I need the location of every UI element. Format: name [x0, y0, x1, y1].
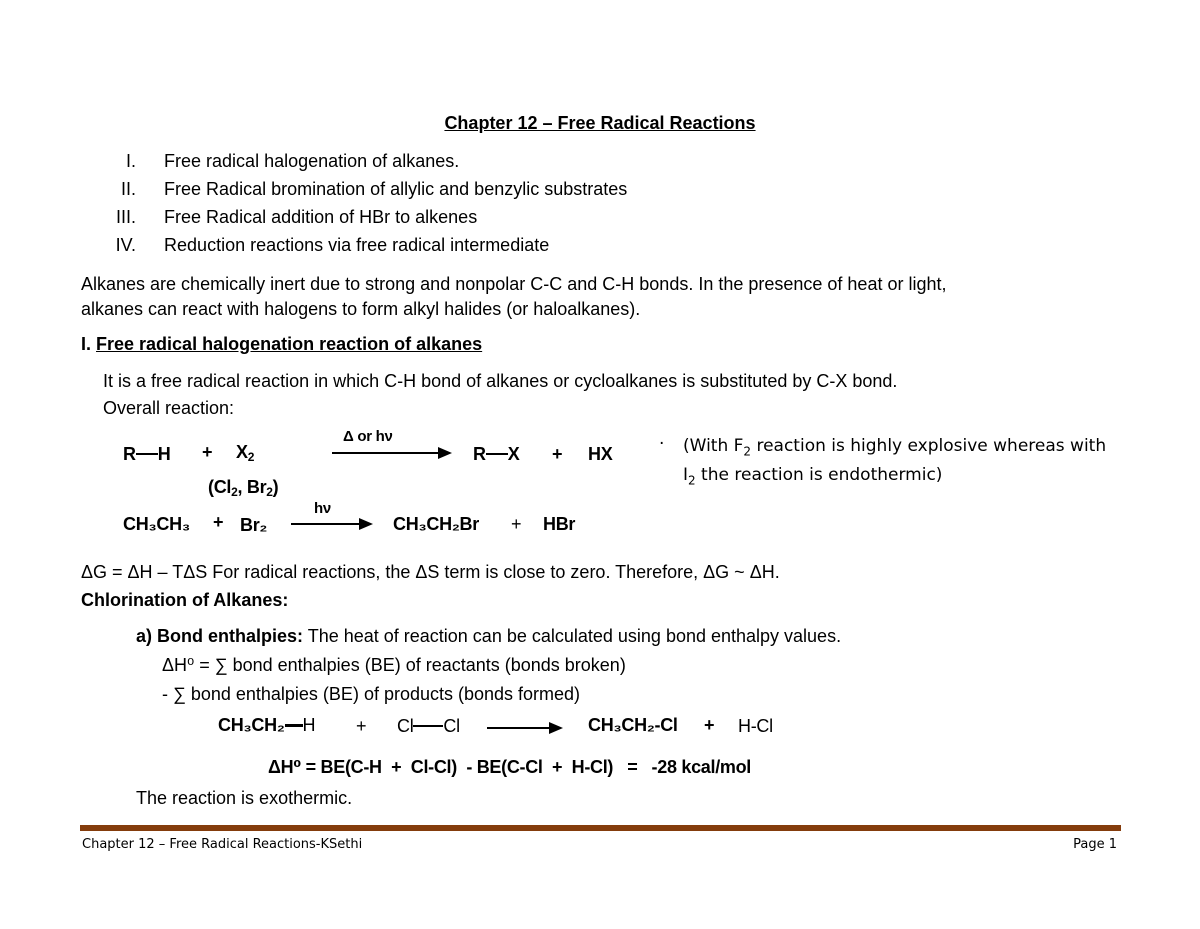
reaction3-plus-2: + — [704, 715, 715, 735]
outline-item-1 — [96, 151, 459, 172]
note-text: I — [683, 465, 689, 485]
enthalpy-eq-line-2: - ∑ bond enthalpies (BE) of products (bonds formed) — [162, 684, 581, 704]
term: Bond enthalpies: — [157, 626, 304, 646]
outline-item-4 — [96, 235, 549, 256]
chlorine: Cl — [443, 716, 460, 736]
chlorination-heading: Chlorination of Alkanes: — [81, 590, 289, 610]
reaction2-plus-2: + — [511, 514, 522, 534]
reaction3-arrow — [487, 727, 551, 729]
note-text: reaction is highly explosive whereas with — [751, 436, 1107, 456]
description: The heat of reaction can be calculated using bond enthalpy values. — [303, 626, 842, 646]
halogen-text: , Br — [237, 477, 267, 497]
bond-line — [486, 453, 508, 455]
outline-text: Reduction reactions via free radical intermediate — [164, 235, 550, 255]
subscript: 2 — [743, 444, 752, 459]
note-text: (With F — [683, 436, 744, 456]
reaction2-br2: Br₂ — [240, 515, 268, 535]
outline-item-2 — [96, 179, 627, 200]
outline-number: II. — [120, 179, 136, 199]
hydrogen: H — [302, 715, 316, 735]
hydrogen: H — [157, 444, 171, 464]
section-title: Free radical halogenation reaction of alkanes — [96, 334, 483, 354]
subscript: 2 — [266, 485, 273, 499]
bond-line — [136, 453, 158, 455]
reaction3-plus-1: + — [356, 716, 367, 736]
footer-rule — [80, 825, 1121, 831]
section-heading — [81, 334, 482, 355]
enthalpy-eq-line-1: ΔH⁰ = ∑ bond enthalpies (BE) of reactants (bonds broken) — [162, 655, 626, 675]
reactant-text: CH₃CH₂ — [218, 715, 285, 735]
subscript: 2 — [231, 485, 238, 499]
x-symbol: X — [236, 442, 248, 462]
outline-text: Free Radical addition of HBr to alkenes — [164, 207, 478, 227]
bond-line — [285, 724, 303, 727]
reaction1-plus-2: + — [552, 444, 563, 464]
chlorine: Cl — [397, 716, 414, 736]
section-line-2: Overall reaction: — [103, 398, 235, 418]
reaction3-reactant — [218, 715, 315, 736]
note-text: the reaction is endothermic) — [695, 465, 943, 485]
note-bullet: · — [659, 434, 665, 454]
delta-h-equation: ΔH⁰ = BE(C-H + Cl-Cl) - BE(C-Cl + H-Cl) = -28 kcal/mol — [268, 757, 751, 777]
outline-number: I. — [125, 151, 136, 171]
outline-number: IV. — [115, 235, 136, 255]
section-line-1: It is a free radical reaction in which C-H bond of alkanes or cycloalkanes is substituted by C-X bond. — [103, 371, 898, 391]
reaction1-products — [473, 444, 519, 465]
section-prefix: I. — [81, 334, 97, 354]
reaction1-arrow — [332, 452, 440, 454]
list-label: a) — [136, 626, 158, 646]
subscript: 2 — [688, 473, 696, 488]
r-group: R — [473, 444, 486, 464]
reaction2-arrow — [291, 523, 361, 525]
reaction3-hcl: H-Cl — [738, 716, 773, 736]
intro-line-2: alkanes can react with halogens to form alkyl halides (or haloalkanes). — [81, 299, 641, 319]
halogen-text: (Cl — [208, 477, 232, 497]
outline-text: Free radical halogenation of alkanes. — [164, 151, 460, 171]
subscript: 2 — [247, 450, 255, 464]
reaction1-halogens — [208, 477, 278, 499]
reaction1-hx: HX — [588, 444, 613, 464]
reaction2-hbr: HBr — [543, 514, 576, 534]
footer-left: Chapter 12 – Free Radical Reactions-KSethi — [82, 837, 363, 852]
intro-line-1: Alkanes are chemically inert due to strong and nonpolar C-C and C-H bonds. In the presence of heat or light, — [81, 274, 947, 294]
r-group: R — [123, 444, 136, 464]
halogen-text: ) — [272, 477, 279, 497]
outline-item-3 — [96, 207, 477, 228]
footer-page-number: Page 1 — [1073, 837, 1117, 852]
reaction2-plus-1: + — [213, 512, 224, 532]
page-title: Chapter 12 – Free Radical Reactions — [444, 113, 756, 133]
reaction3-product: CH₃CH₂-Cl — [588, 715, 678, 735]
outline-text: Free Radical bromination of allylic and benzylic substrates — [164, 179, 628, 199]
reaction1-plus-1: + — [202, 442, 213, 462]
bond-enthalpies-line — [136, 626, 841, 647]
reaction1-x2 — [236, 442, 254, 464]
reaction2-reactant: CH₃CH₃ — [123, 514, 190, 534]
reaction1-reactants — [123, 444, 170, 465]
reaction1-condition: Δ or hν — [343, 428, 393, 445]
note-line-2 — [683, 465, 942, 487]
reaction2-condition: hν — [314, 500, 331, 517]
reaction3-cl2 — [397, 716, 460, 737]
exothermic-statement: The reaction is exothermic. — [136, 788, 353, 808]
gibbs-statement: ΔG = ΔH – TΔS For radical reactions, the ΔS term is close to zero. Therefore, ΔG ~ ΔH. — [81, 562, 780, 582]
x-symbol: X — [507, 444, 520, 464]
reaction2-product: CH₃CH₂Br — [393, 514, 479, 534]
bond-line — [413, 725, 443, 727]
outline-number: III. — [115, 207, 136, 227]
note-line-1 — [683, 436, 1106, 458]
